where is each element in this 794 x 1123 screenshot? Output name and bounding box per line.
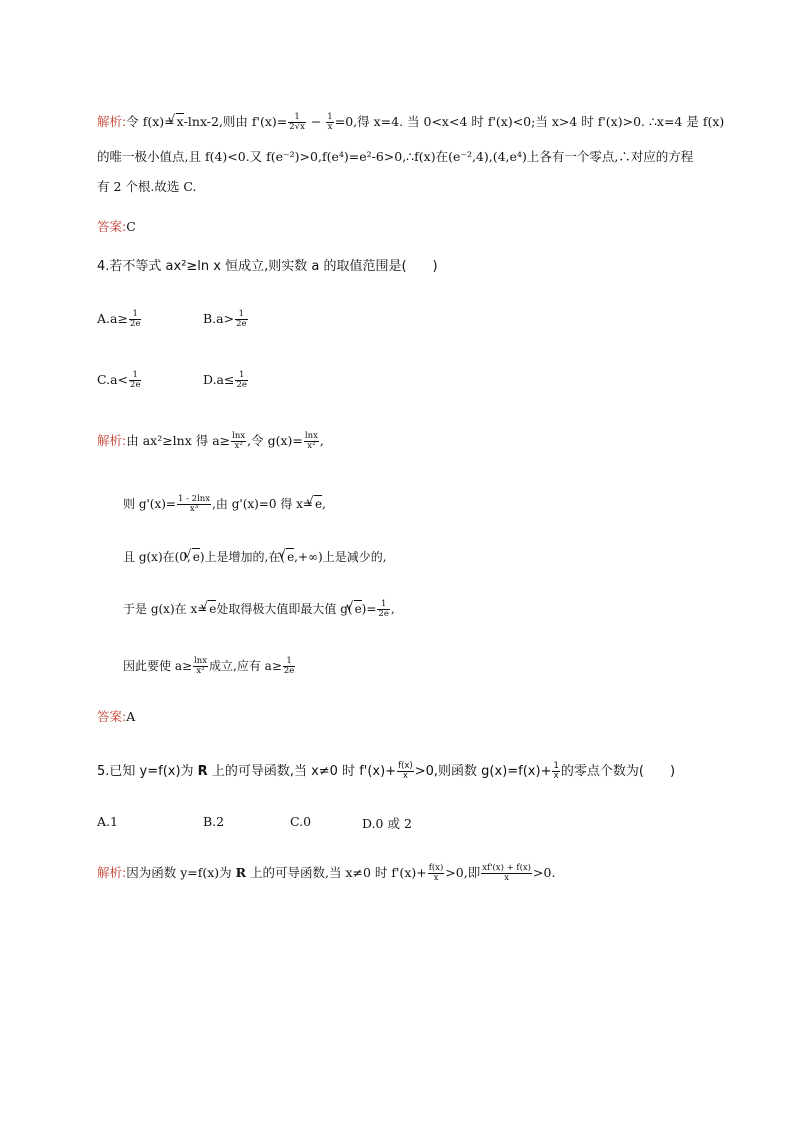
q4-analysis-line-2: 则 g'(x)= $\frac{1 - 2\ln x}{\text{x³}}$ ,由 g'(x)=0 得 x=√ e,: [123, 495, 326, 514]
q5-stem: 5.已知 y=f(x)为 R 上的可导函数,当 x≠0 时 f'(x)+ $\frac{f(x)}{x}$ >0,则函数 g(x)=f(x)+ $\frac{1}{x}$ 的零点个数为( ): [97, 761, 676, 781]
p3-answer: 答案:C: [97, 219, 136, 234]
q5-analysis-line-1: 解析:因为函数 y=f(x)为 R 上的可导函数,当 x≠0 时 f'(x)+ $\frac{f(x)}{x}$ >0,即 $\frac{xf'(x) + f(x)}{x}$ >0.: [97, 863, 556, 883]
q4-analysis-line-1: 解析:由 ax²≥lnx 得 a≥ $\frac{\ln x}{\text{x²}}$ ,令 g(x)= $\frac{\ln x}{\text{x²}}$ ,: [97, 431, 324, 451]
answer-label: 答案:: [97, 219, 127, 234]
q4-stem: 4.若不等式 ax²≥ln x 恒成立,则实数 a 的取值范围是( ): [97, 259, 438, 274]
sqrt-symbol: √ e: [354, 600, 362, 617]
q4-option-a: A.a≥ $\frac{1}{2e}$: [97, 309, 141, 329]
answer-label: 答案:: [97, 709, 127, 724]
q4-answer: 答案:A: [97, 709, 136, 724]
p3-analysis-line-2: 的唯一极小值点,且 f(4)<0.又 f(e⁻²)>0,f(e⁴)=e²-6>0,∴f(x)在(e⁻²,4),(4,e⁴)上各有一个零点,∴对应的方程: [97, 149, 694, 164]
sqrt-symbol: √ e: [192, 548, 200, 565]
fraction: $\frac{1}{2√x}$: [289, 112, 305, 132]
q5-option-a: A.1: [97, 814, 118, 829]
analysis-label: 解析:: [97, 433, 127, 448]
analysis-label: 解析:: [97, 114, 127, 129]
sqrt-symbol: √ e: [286, 548, 294, 565]
q4-analysis-line-4: 于是 g(x)在 x=√ e处取得极大值即最大值 g(√ e)= $\frac{1}{2e}$ ,: [123, 600, 395, 619]
p3-analysis-line-1: 解析:令 f(x)=√ x-lnx-2,则由 f'(x)= $\frac{1}{2√x}$ − $\frac{1}{x}$ =0,得 x=4. 当 0<x<4 时 f'(x)<0;当 x>4 时 f'(x)>0. ∴x=4 是 f(x): [97, 113, 724, 132]
q5-option-d: D.0 或 2: [362, 816, 412, 831]
p3-analysis-line-3: 有 2 个根.故选 C.: [97, 179, 197, 194]
sqrt-symbol: √ e: [314, 495, 322, 512]
q4-analysis-line-3: 且 g(x)在(0,√ e)上是增加的,在(√ e,+∞)上是减少的,: [123, 548, 387, 565]
q4-option-b: B.a> $\frac{1}{2e}$: [203, 309, 247, 329]
q4-analysis-line-5: 因此要使 a≥ $\frac{\ln x}{\text{x²}}$ 成立,应有 a≥ $\frac{1}{2e}$: [123, 656, 295, 676]
fraction: $\frac{1}{x}$: [327, 112, 333, 132]
sqrt-symbol: √ x: [176, 113, 184, 130]
q5-option-c: C.0: [290, 814, 312, 829]
q4-option-d: D.a≤ $\frac{1}{2e}$: [203, 370, 247, 390]
analysis-label: 解析:: [97, 865, 127, 880]
q5-option-b: B.2: [203, 814, 225, 829]
q4-option-c: C.a< $\frac{1}{2e}$: [97, 370, 141, 390]
sqrt-symbol: √ e: [208, 600, 216, 617]
